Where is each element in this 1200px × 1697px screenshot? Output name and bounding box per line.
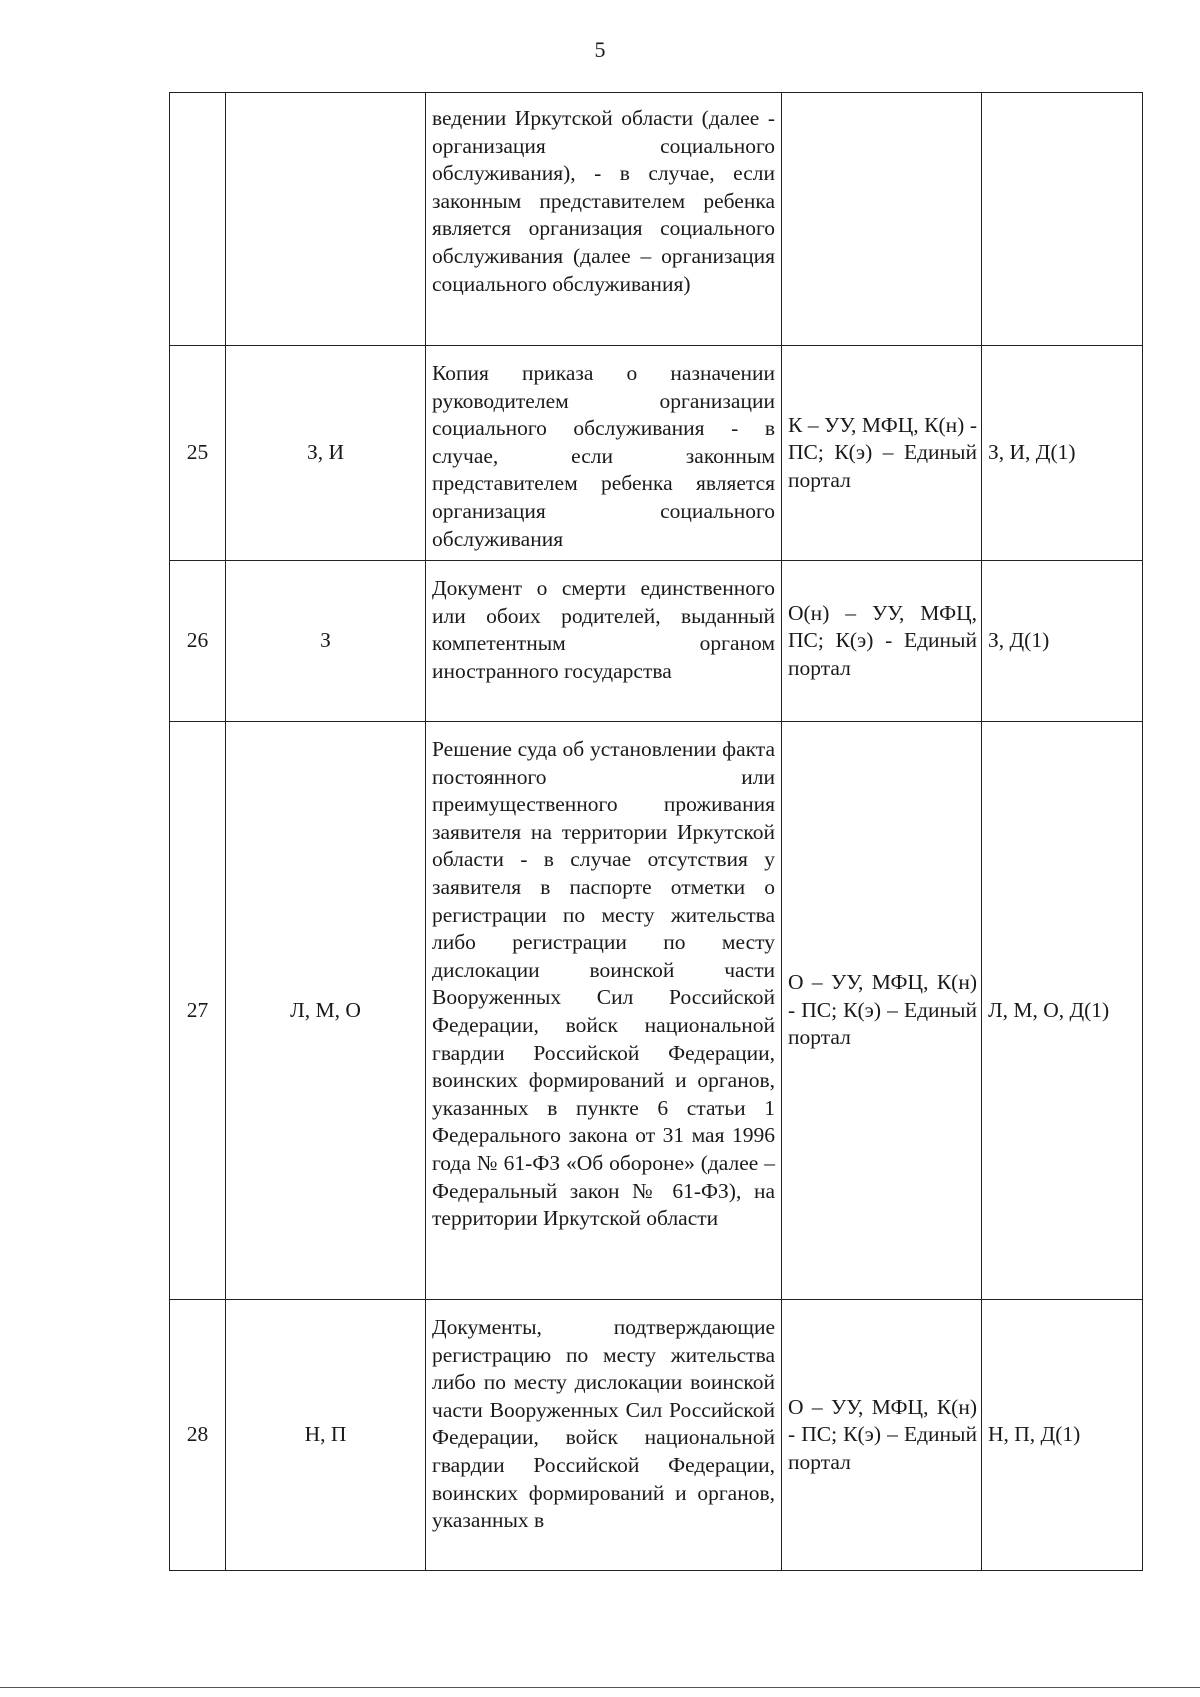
table-row [170, 93, 1143, 346]
row-number-cell: 25 [170, 346, 226, 561]
document-description-cell: Документы, подтверждающие регистрацию по месту жительства либо по месту дислокации воинской части Вооруженных Сил Российской Федерации, войск национальной гвардии Российской Федерации, воинских формирований и органов, указанных в [426, 1300, 782, 1571]
table-row [170, 561, 1143, 722]
result-codes-cell [982, 93, 1143, 346]
applicant-codes-cell [226, 93, 426, 346]
row-number-cell: 27 [170, 722, 226, 1300]
documents-table [169, 92, 1143, 1571]
submission-method-cell: К – УУ, МФЦ, К(н) - ПС; К(э) – Единый портал [782, 346, 982, 561]
document-description-cell: ведении Иркутской области (далее - организация социального обслуживания), - в случае, если законным представителем ребенка является организация социального обслуживания (далее – организация социального обслуживания) [426, 93, 782, 346]
result-codes-cell: З, И, Д(1) [982, 346, 1143, 561]
row-number-cell: 28 [170, 1300, 226, 1571]
result-codes-cell: Л, М, О, Д(1) [982, 722, 1143, 1300]
table-row [170, 346, 1143, 561]
row-number-cell [170, 93, 226, 346]
submission-method-cell: О – УУ, МФЦ, К(н) - ПС; К(э) – Единый портал [782, 722, 982, 1300]
table-row [170, 722, 1143, 1300]
result-codes-cell: Н, П, Д(1) [982, 1300, 1143, 1571]
applicant-codes-cell: З [226, 561, 426, 722]
applicant-codes-cell: З, И [226, 346, 426, 561]
page-number: 5 [594, 37, 606, 62]
document-description-cell: Копия приказа о назначении руководителем организации социального обслуживания - в случае, если законным представителем ребенка является организация социального обслуживания [426, 346, 782, 561]
submission-method-cell: О – УУ, МФЦ, К(н) - ПС; К(э) – Единый портал [782, 1300, 982, 1571]
submission-method-cell: О(н) – УУ, МФЦ, ПС; К(э) - Единый портал [782, 561, 982, 722]
row-number-cell: 26 [170, 561, 226, 722]
submission-method-cell [782, 93, 982, 346]
applicant-codes-cell: Н, П [226, 1300, 426, 1571]
document-description-cell: Решение суда об установлении факта постоянного или преимущественного проживания заявителя на территории Иркутской области - в случае отсутствия у заявителя в паспорте отметки о регистрации по месту жительства либо регистрации по месту дислокации воинской части Вооруженных Сил Российской Федерации, войск национальной гвардии Российской Федерации, воинских формирований и органов, указанных в пункте 6 статьи 1 Федерального закона от 31 мая 1996 года № 61-ФЗ «Об обороне» (далее – Федеральный закон № 61-ФЗ), на территории Иркутской области [426, 722, 782, 1300]
scan-edge-line [0, 1687, 1200, 1688]
applicant-codes-cell: Л, М, О [226, 722, 426, 1300]
table-row [170, 1300, 1143, 1571]
result-codes-cell: З, Д(1) [982, 561, 1143, 722]
document-description-cell: Документ о смерти единственного или обоих родителей, выданный компетентным органом иностранного государства [426, 561, 782, 722]
